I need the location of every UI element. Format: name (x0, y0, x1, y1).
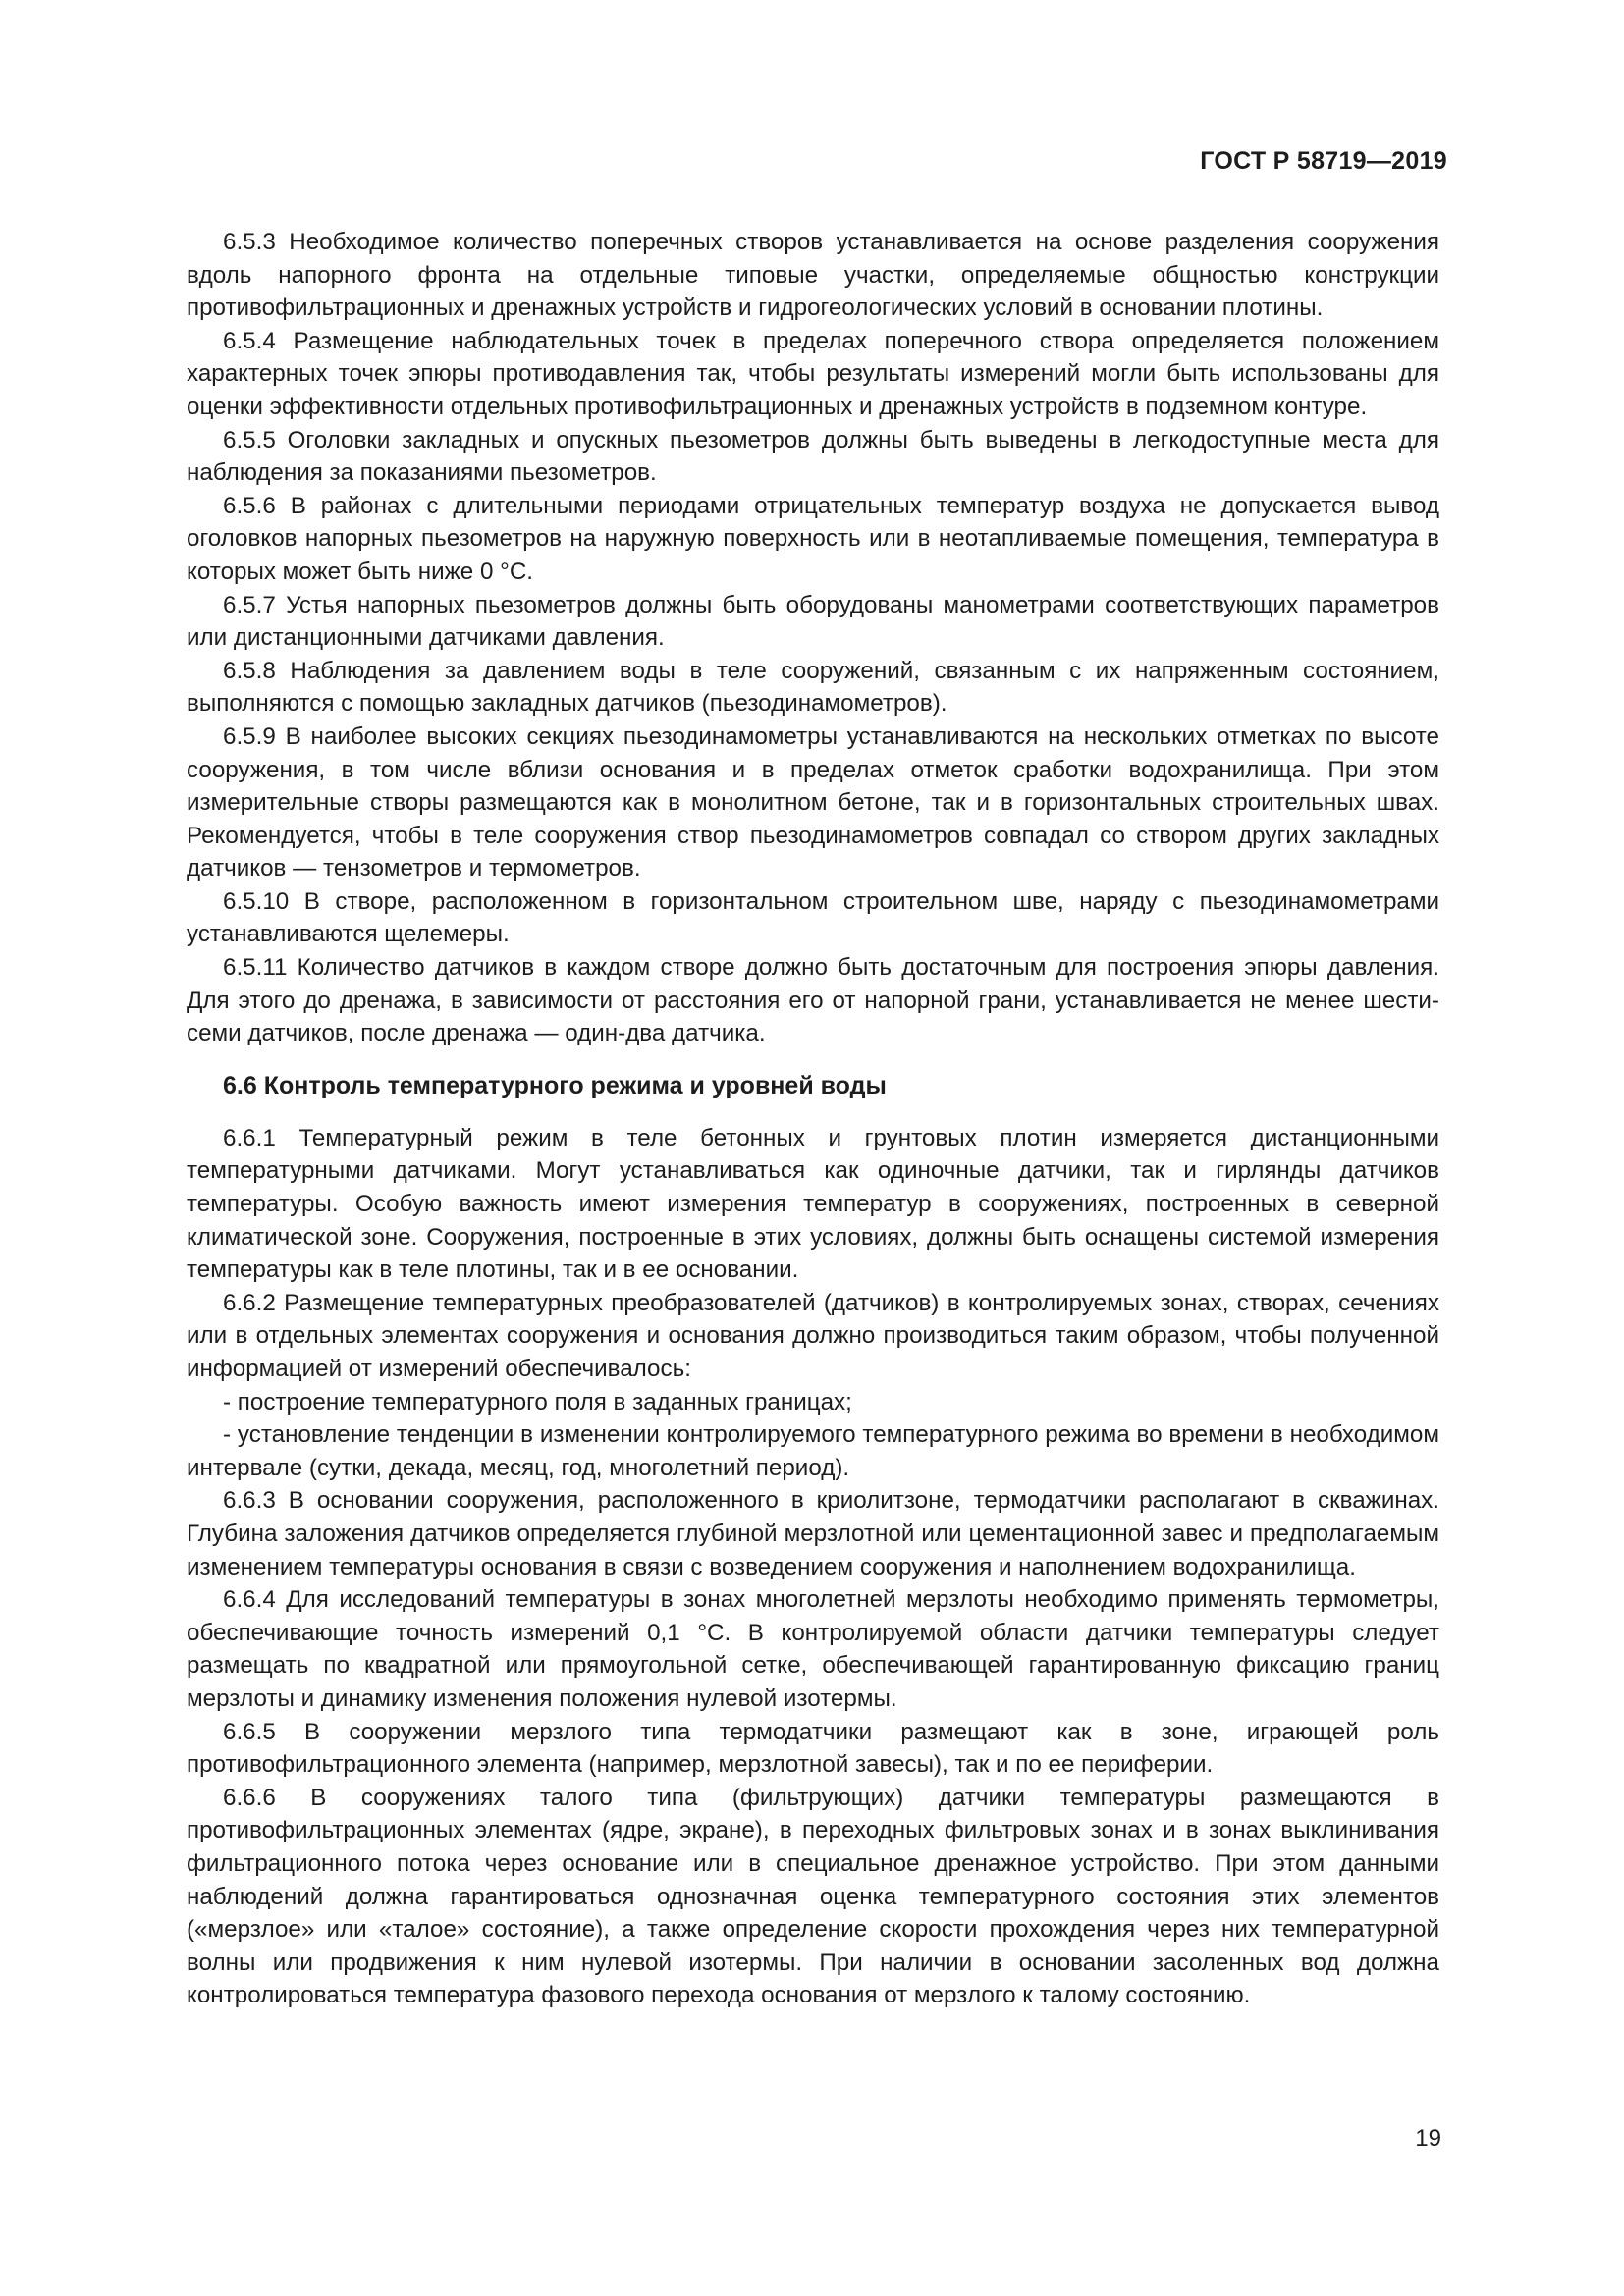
document-header-id: ГОСТ Р 58719—2019 (1200, 147, 1447, 175)
paragraph-6-6-2: 6.6.2 Размещение температурных преобразователей (датчиков) в контролируемых зонах, створах, сечениях или в отдельных элементах сооружения и основания должно производиться таким образом, чтобы полученной информацией от измерений обеспечивалось: (187, 1289, 1439, 1382)
paragraph-6-6-5: 6.6.5 В сооружении мерзлого типа термодатчики размещают как в зоне, играющей роль противофильтрационного элемента (например, мерзлотной завесы), так и по ее периферии. (187, 1718, 1439, 1779)
paragraph-6-6-3: 6.6.3 В основании сооружения, расположенного в криолитзоне, термодатчики располагают в скважинах. Глубина заложения датчиков определяется глубиной мерзлотной или цементационной завес и предполагаемым изменением температуры основания в связи с возведением сооружения и наполнением водохранилища. (187, 1487, 1439, 1580)
section-heading-6-6: 6.6 Контроль температурного режима и уровней воды (223, 1071, 887, 1099)
paragraph-6-6-6: 6.6.6 В сооружениях талого типа (фильтрующих) датчики температуры размещаются в противофильтрационных элементах (ядре, экране), в переходных фильтровых зонах и в зонах выклинивания фильтрационного потока через основание или в специальное дренажное устройство. При этом данными наблюдений должна гарантироваться однозначная оценка температурного состояния этих элементов («мерзлое» или «талое» состояние), а также определение скорости прохождения через них температурной волны или продвижения к ним нулевой изотермы. При наличии в основании засоленных вод должна контролироваться температура фазового перехода основания от мерзлого к талому состоянию. (187, 1784, 1439, 2009)
list-item: - установление тенденции в изменении контролируемого температурного режима во времени в необходимом интервале (сутки, декада, месяц, год, многолетний период). (187, 1421, 1439, 1481)
list-item: - построение температурного поля в заданных границах; (223, 1388, 852, 1415)
document-body (187, 226, 1439, 2012)
page-number: 19 (1415, 2125, 1441, 2152)
paragraph-6-5-5: 6.5.5 Оголовки закладных и опускных пьезометров должны быть выведены в легкодоступные места для наблюдения за показаниями пьезометров. (187, 426, 1439, 487)
paragraph-6-5-10: 6.5.10 В створе, расположенном в горизонтальном строительном шве, наряду с пьезодинамометрами устанавливаются щелемеры. (187, 887, 1439, 948)
paragraph-6-5-8: 6.5.8 Наблюдения за давлением воды в теле сооружений, связанным с их напряженным состоянием, выполняются с помощью закладных датчиков (пьезодинамометров). (187, 657, 1439, 718)
paragraph-6-5-11: 6.5.11 Количество датчиков в каждом створе должно быть достаточным для построения эпюры давления. Для этого до дренажа, в зависимости от расстояния его от напорной грани, устанавливается не менее шести-семи датчиков, после дренажа — один-два датчика. (187, 954, 1439, 1047)
paragraph-6-5-6: 6.5.6 В районах с длительными периодами отрицательных температур воздуха не допускается вывод оголовков напорных пьезометров на наружную поверхность или в неотапливаемые помещения, температура в которых может быть ниже 0 °С. (187, 492, 1439, 585)
paragraph-6-5-9: 6.5.9 В наиболее высоких секциях пьезодинамометры устанавливаются на нескольких отметках по высоте сооружения, в том числе вблизи основания и в пределах отметок сработки водохранилища. При этом измерительные створы размещаются как в монолитном бетоне, так и в горизонтальных строительных швах. Рекомендуется, чтобы в теле сооружения створ пьезодинамометров совпадал со створом других закладных датчиков — тензометров и термометров. (187, 722, 1439, 882)
paragraph-6-5-7: 6.5.7 Устья напорных пьезометров должны быть оборудованы манометрами соответствующих параметров или дистанционными датчиками давления. (187, 591, 1439, 652)
paragraph-6-6-4: 6.6.4 Для исследований температуры в зонах многолетней мерзлоты необходимо применять термометры, обеспечивающие точность измерений 0,1 °С. В контролируемой области датчики температуры следует размещать по квадратной или прямоугольной сетке, обеспечивающей гарантированную фиксацию границ мерзлоты и динамику изменения положения нулевой изотермы. (187, 1586, 1439, 1712)
paragraph-6-5-4: 6.5.4 Размещение наблюдательных точек в пределах поперечного створа определяется положением характерных точек эпюры противодавления так, чтобы результаты измерений могли быть использованы для оценки эффективности отдельных противофильтрационных и дренажных устройств в подземном контуре. (187, 327, 1439, 420)
paragraph-6-6-1: 6.6.1 Температурный режим в теле бетонных и грунтовых плотин измеряется дистанционными температурными датчиками. Могут устанавливаться как одиночные датчики, так и гирлянды датчиков температуры. Особую важность имеют измерения температур в сооружениях, построенных в северной климатической зоне. Сооружения, построенные в этих условиях, должны быть оснащены системой измерения температуры как в теле плотины, так и в ее основании. (187, 1124, 1439, 1284)
paragraph-6-5-3: 6.5.3 Необходимое количество поперечных створов устанавливается на основе разделения сооружения вдоль напорного фронта на отдельные типовые участки, определяемые общностью конструкции противофильтрационных и дренажных устройств и гидрогеологических условий в основании плотины. (187, 229, 1439, 322)
